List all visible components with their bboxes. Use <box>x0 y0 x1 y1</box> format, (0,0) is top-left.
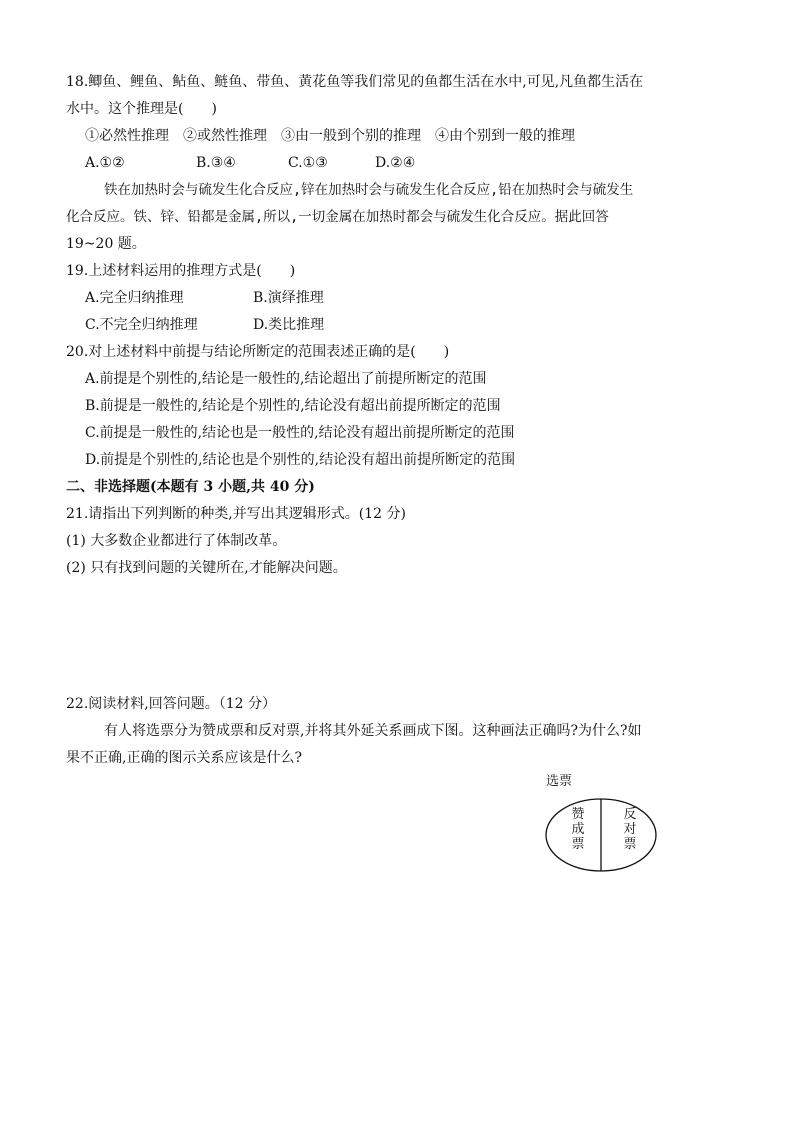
q20-option-a: A.前提是个别性的,结论是一般性的,结论超出了前提所断定的范围 <box>85 371 487 387</box>
q18-statements: ①必然性推理 ②或然性推理 ③由一般到个别的推理 ④由个别到一般的推理 <box>85 128 575 144</box>
q22-body-line1: 有人将选票分为赞成票和反对票,并将其外延关系画成下图。这种画法正确吗?为什么?如 <box>104 723 642 739</box>
q20-option-d: D.前提是个别性的,结论也是个别性的,结论没有超出前提所断定的范围 <box>85 452 516 468</box>
diagram-title: 选票 <box>546 774 573 789</box>
material-line3: 19~20 题。 <box>66 236 146 252</box>
q20-option-c: C.前提是一般性的,结论也是一般性的,结论没有超出前提所断定的范围 <box>85 425 515 441</box>
q19-option-b: B.演绎推理 <box>253 290 324 306</box>
q19-option-a: A.完全归纳推理 <box>85 290 184 306</box>
diagram-right-char-2: 对 <box>623 822 637 837</box>
q19-stem: 19.上述材料运用的推理方式是( ) <box>66 263 296 279</box>
q19-option-c: C.不完全归纳推理 <box>85 317 198 333</box>
ballot-diagram <box>540 795 662 877</box>
q19-option-d: D.类比推理 <box>253 317 325 333</box>
q21-item-1: (1) 大多数企业都进行了体制改革。 <box>66 533 287 549</box>
q18-stem-line1: 18.鲫鱼、鲤鱼、鲇鱼、鲢鱼、带鱼、黄花鱼等我们常见的鱼都生活在水中,可见,凡鱼都生活在 <box>66 74 644 90</box>
diagram-left-char-3: 票 <box>571 837 585 852</box>
diagram-right-char-3: 票 <box>623 837 637 852</box>
q18-stem-line2: 水中。这个推理是( ) <box>66 101 217 117</box>
diagram-left-char-2: 成 <box>571 822 585 837</box>
diagram-right-char-1: 反 <box>623 807 637 822</box>
q20-option-b: B.前提是一般性的,结论是个别性的,结论没有超出前提所断定的范围 <box>85 398 501 414</box>
q18-option-d: D.②④ <box>375 155 416 171</box>
q18-option-c: C.①③ <box>288 155 328 171</box>
q20-stem: 20.对上述材料中前提与结论所断定的范围表述正确的是( ) <box>66 344 450 360</box>
material-line2: 化合反应。铁、锌、铅都是金属,所以,一切金属在加热时都会与硫发生化合反应。据此回答 <box>66 209 609 225</box>
material-line1: 铁在加热时会与硫发生化合反应,锌在加热时会与硫发生化合反应,铅在加热时会与硫发生 <box>104 182 634 198</box>
q21-item-2: (2) 只有找到问题的关键所在,才能解决问题。 <box>66 560 347 576</box>
section2-heading: 二、非选择题(本题有 3 小题,共 40 分) <box>66 479 315 495</box>
q18-option-a: A.①② <box>85 155 125 171</box>
diagram-left-char-1: 赞 <box>571 807 585 822</box>
q21-stem: 21.请指出下列判断的种类,并写出其逻辑形式。(12 分) <box>66 506 406 522</box>
q22-stem: 22.阅读材料,回答问题。（12 分） <box>66 696 276 712</box>
q18-option-b: B.③④ <box>196 155 236 171</box>
q22-body-line2: 果不正确,正确的图示关系应该是什么? <box>66 750 302 766</box>
